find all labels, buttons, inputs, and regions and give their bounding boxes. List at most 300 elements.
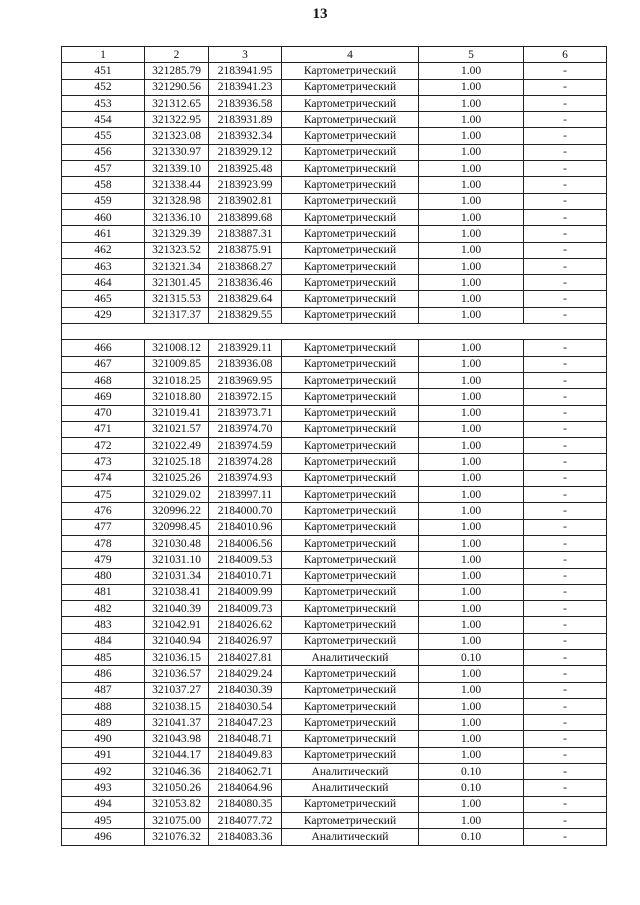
table-cell: Картометрический — [282, 633, 419, 649]
table-cell: 321321.34 — [145, 258, 209, 274]
table-cell: - — [524, 95, 607, 111]
table-cell: 472 — [62, 438, 145, 454]
table-cell: 1.00 — [419, 356, 524, 372]
table-cell: 429 — [62, 307, 145, 323]
table-cell: 1.00 — [419, 698, 524, 714]
table-cell: 456 — [62, 144, 145, 160]
table-cell: 321053.82 — [145, 796, 209, 812]
table-cell: 2184083.36 — [209, 829, 282, 845]
table-cell: 321328.98 — [145, 193, 209, 209]
table-cell: 321315.53 — [145, 291, 209, 307]
table-cell: 321040.39 — [145, 601, 209, 617]
table-cell: 1.00 — [419, 519, 524, 535]
table-cell: 458 — [62, 177, 145, 193]
table-cell: 1.00 — [419, 812, 524, 828]
table-cell: 2183931.89 — [209, 112, 282, 128]
table-cell: 3 — [209, 47, 282, 63]
table-cell: 321043.98 — [145, 731, 209, 747]
table-row — [62, 95, 607, 111]
table-cell: Картометрический — [282, 617, 419, 633]
table-cell: - — [524, 63, 607, 79]
table-cell: 1.00 — [419, 95, 524, 111]
table-cell: 487 — [62, 682, 145, 698]
table-row — [62, 731, 607, 747]
separator-cell — [62, 324, 607, 340]
table-cell: - — [524, 666, 607, 682]
table-cell: 454 — [62, 112, 145, 128]
table-cell: Картометрический — [282, 796, 419, 812]
table-cell: 461 — [62, 226, 145, 242]
table-row — [62, 389, 607, 405]
table-row — [62, 372, 607, 388]
table-cell: 321076.32 — [145, 829, 209, 845]
table-cell: 321040.94 — [145, 633, 209, 649]
table-cell: 2184030.54 — [209, 698, 282, 714]
table-row — [62, 812, 607, 828]
table-cell: 467 — [62, 356, 145, 372]
table-row — [62, 535, 607, 551]
table-cell: 1.00 — [419, 535, 524, 551]
table-row — [62, 487, 607, 503]
table-cell: 2183974.28 — [209, 454, 282, 470]
table-cell: 2184064.96 — [209, 780, 282, 796]
table-cell: 0.10 — [419, 780, 524, 796]
table-cell: Картометрический — [282, 519, 419, 535]
table-cell: 1.00 — [419, 63, 524, 79]
table-cell: 321323.08 — [145, 128, 209, 144]
table-cell: Картометрический — [282, 666, 419, 682]
table-cell: 488 — [62, 698, 145, 714]
table-row — [62, 193, 607, 209]
table-cell: 1.00 — [419, 487, 524, 503]
table-cell: 478 — [62, 535, 145, 551]
table-cell: 1 — [62, 47, 145, 63]
table-cell: 4 — [282, 47, 419, 63]
table-cell: 2184006.56 — [209, 535, 282, 551]
table-cell: - — [524, 633, 607, 649]
table-row — [62, 226, 607, 242]
table-row — [62, 177, 607, 193]
table-cell: 321008.12 — [145, 340, 209, 356]
table-cell: 463 — [62, 258, 145, 274]
table-row — [62, 519, 607, 535]
table-row — [62, 470, 607, 486]
table-row — [62, 438, 607, 454]
table-row — [62, 552, 607, 568]
table-cell: 1.00 — [419, 438, 524, 454]
table-cell: 321019.41 — [145, 405, 209, 421]
table-row — [62, 747, 607, 763]
table-cell: 1.00 — [419, 617, 524, 633]
table-cell: 1.00 — [419, 128, 524, 144]
table-row — [62, 503, 607, 519]
table-cell: Картометрический — [282, 63, 419, 79]
table-cell: 1.00 — [419, 584, 524, 600]
table-cell: 1.00 — [419, 568, 524, 584]
table-cell: - — [524, 812, 607, 828]
table-cell: 2184026.62 — [209, 617, 282, 633]
table-cell: - — [524, 503, 607, 519]
table-cell: 2183836.46 — [209, 275, 282, 291]
table-cell: 321036.15 — [145, 649, 209, 665]
table-cell: 1.00 — [419, 682, 524, 698]
table-cell: Картометрический — [282, 747, 419, 763]
table-cell: 321336.10 — [145, 209, 209, 225]
table-cell: Картометрический — [282, 421, 419, 437]
table-cell: 2183829.55 — [209, 307, 282, 323]
table-cell: Картометрический — [282, 682, 419, 698]
table-cell: - — [524, 470, 607, 486]
table-cell: 468 — [62, 372, 145, 388]
table-cell: Аналитический — [282, 649, 419, 665]
table-cell: 2184048.71 — [209, 731, 282, 747]
table-cell: Картометрический — [282, 161, 419, 177]
table-cell: 484 — [62, 633, 145, 649]
table-cell: 1.00 — [419, 503, 524, 519]
table-cell: - — [524, 193, 607, 209]
table-cell: 2183969.95 — [209, 372, 282, 388]
table-cell: 494 — [62, 796, 145, 812]
table-cell: - — [524, 242, 607, 258]
table-cell: 466 — [62, 340, 145, 356]
table-cell: 452 — [62, 79, 145, 95]
table-cell: Картометрический — [282, 79, 419, 95]
table-cell: Картометрический — [282, 128, 419, 144]
table-cell: - — [524, 128, 607, 144]
table-cell: 2183929.11 — [209, 340, 282, 356]
table-cell: 321018.25 — [145, 372, 209, 388]
table-cell: 1.00 — [419, 405, 524, 421]
table-cell: Картометрический — [282, 470, 419, 486]
table-cell: 321339.10 — [145, 161, 209, 177]
table-row — [62, 79, 607, 95]
table-row — [62, 340, 607, 356]
table-cell: 1.00 — [419, 796, 524, 812]
table-cell: 460 — [62, 209, 145, 225]
table-row — [62, 698, 607, 714]
table-cell: 2183923.99 — [209, 177, 282, 193]
table-cell: 1.00 — [419, 666, 524, 682]
table-row — [62, 112, 607, 128]
table-cell: 5 — [419, 47, 524, 63]
table-cell: Картометрический — [282, 584, 419, 600]
table-cell: Аналитический — [282, 780, 419, 796]
table-cell: 1.00 — [419, 372, 524, 388]
table-cell: Картометрический — [282, 291, 419, 307]
table-cell: - — [524, 519, 607, 535]
table-cell: 496 — [62, 829, 145, 845]
table-cell: 321044.17 — [145, 747, 209, 763]
table-cell: - — [524, 698, 607, 714]
table-header-row — [62, 47, 607, 63]
table-cell: - — [524, 356, 607, 372]
table-cell: - — [524, 829, 607, 845]
table-cell: 321312.65 — [145, 95, 209, 111]
table-row — [62, 144, 607, 160]
table-cell: Картометрический — [282, 209, 419, 225]
table-row — [62, 275, 607, 291]
table-cell: 321031.34 — [145, 568, 209, 584]
table-cell: 1.00 — [419, 242, 524, 258]
table-cell: 321018.80 — [145, 389, 209, 405]
table-cell: - — [524, 389, 607, 405]
table-cell: - — [524, 568, 607, 584]
table-cell: Картометрический — [282, 405, 419, 421]
table-cell: 1.00 — [419, 226, 524, 242]
table-cell: 479 — [62, 552, 145, 568]
table-cell: 489 — [62, 715, 145, 731]
table-cell: 2184047.23 — [209, 715, 282, 731]
table-cell: 321031.10 — [145, 552, 209, 568]
table-cell: Картометрический — [282, 356, 419, 372]
table-cell: Картометрический — [282, 568, 419, 584]
table-cell: Картометрический — [282, 372, 419, 388]
table-cell: 1.00 — [419, 715, 524, 731]
table-cell: Картометрический — [282, 698, 419, 714]
table-cell: 493 — [62, 780, 145, 796]
table-row — [62, 291, 607, 307]
table-cell: 6 — [524, 47, 607, 63]
table-cell: 321021.57 — [145, 421, 209, 437]
table-cell: 2183974.70 — [209, 421, 282, 437]
table-cell: 2184049.83 — [209, 747, 282, 763]
table-cell: 2183875.91 — [209, 242, 282, 258]
table-cell: 491 — [62, 747, 145, 763]
table-cell: - — [524, 340, 607, 356]
table-cell: 2183868.27 — [209, 258, 282, 274]
table-cell: - — [524, 454, 607, 470]
table-cell: 2183941.23 — [209, 79, 282, 95]
table-cell: - — [524, 405, 607, 421]
table-cell: 2183829.64 — [209, 291, 282, 307]
table-cell: 2183932.34 — [209, 128, 282, 144]
table-cell: Картометрический — [282, 144, 419, 160]
table-cell: 2184010.71 — [209, 568, 282, 584]
table-cell: Картометрический — [282, 112, 419, 128]
table-cell: Картометрический — [282, 715, 419, 731]
table-cell: Картометрический — [282, 340, 419, 356]
table-cell: 1.00 — [419, 258, 524, 274]
table-cell: 321329.39 — [145, 226, 209, 242]
table-cell: 464 — [62, 275, 145, 291]
table-cell: 495 — [62, 812, 145, 828]
table-row — [62, 682, 607, 698]
table-cell: 321338.44 — [145, 177, 209, 193]
table-row — [62, 161, 607, 177]
table-row — [62, 454, 607, 470]
table-cell: 480 — [62, 568, 145, 584]
table-cell: 321029.02 — [145, 487, 209, 503]
table-cell: 457 — [62, 161, 145, 177]
table-row — [62, 356, 607, 372]
table-cell: 486 — [62, 666, 145, 682]
table-cell: 481 — [62, 584, 145, 600]
table-cell: 2184062.71 — [209, 764, 282, 780]
table-cell: 0.10 — [419, 829, 524, 845]
table-cell: 2184009.53 — [209, 552, 282, 568]
table-cell: Картометрический — [282, 307, 419, 323]
table-cell: 453 — [62, 95, 145, 111]
table-cell: 0.10 — [419, 649, 524, 665]
table-cell: 1.00 — [419, 112, 524, 128]
table-cell: 1.00 — [419, 161, 524, 177]
table-cell: 485 — [62, 649, 145, 665]
table-cell: 1.00 — [419, 193, 524, 209]
table-cell: Картометрический — [282, 275, 419, 291]
table-cell: - — [524, 258, 607, 274]
table-cell: 492 — [62, 764, 145, 780]
table-cell: Картометрический — [282, 177, 419, 193]
table-cell: 321046.36 — [145, 764, 209, 780]
table-cell: Картометрический — [282, 226, 419, 242]
table-row — [62, 796, 607, 812]
table-cell: 2184077.72 — [209, 812, 282, 828]
table-cell: 321037.27 — [145, 682, 209, 698]
table-cell: 321025.18 — [145, 454, 209, 470]
table-cell: Картометрический — [282, 503, 419, 519]
table-cell: 1.00 — [419, 291, 524, 307]
table-cell: 475 — [62, 487, 145, 503]
table-cell: 1.00 — [419, 601, 524, 617]
table-cell: - — [524, 291, 607, 307]
table-cell: 2183936.58 — [209, 95, 282, 111]
table-cell: - — [524, 112, 607, 128]
table-cell: 2184027.81 — [209, 649, 282, 665]
table-row — [62, 209, 607, 225]
table-cell: 1.00 — [419, 731, 524, 747]
table-cell: - — [524, 601, 607, 617]
table-cell: 474 — [62, 470, 145, 486]
table-cell: 321323.52 — [145, 242, 209, 258]
table-cell: - — [524, 715, 607, 731]
table-cell: 1.00 — [419, 209, 524, 225]
table-cell: 321036.57 — [145, 666, 209, 682]
table-cell: 2184010.96 — [209, 519, 282, 535]
table-cell: 0.10 — [419, 764, 524, 780]
table-cell: 1.00 — [419, 177, 524, 193]
table-cell: 2184029.24 — [209, 666, 282, 682]
table-cell: - — [524, 731, 607, 747]
table-cell: 1.00 — [419, 340, 524, 356]
table-cell: - — [524, 649, 607, 665]
table-row — [62, 128, 607, 144]
table-cell: 321030.48 — [145, 535, 209, 551]
table-cell: 2183936.08 — [209, 356, 282, 372]
table-row — [62, 405, 607, 421]
table-cell: 1.00 — [419, 307, 524, 323]
table-row — [62, 780, 607, 796]
table-cell: - — [524, 487, 607, 503]
table-cell: 1.00 — [419, 144, 524, 160]
table-cell: - — [524, 275, 607, 291]
table-cell: Картометрический — [282, 258, 419, 274]
table-cell: - — [524, 226, 607, 242]
table-row — [62, 307, 607, 323]
table-cell: 321022.49 — [145, 438, 209, 454]
table-cell: - — [524, 372, 607, 388]
table-cell: - — [524, 161, 607, 177]
table-row — [62, 764, 607, 780]
table-cell: 321041.37 — [145, 715, 209, 731]
table-cell: 2184009.99 — [209, 584, 282, 600]
table-cell: 473 — [62, 454, 145, 470]
table-cell: 2183925.48 — [209, 161, 282, 177]
table-row — [62, 63, 607, 79]
table-cell: 321317.37 — [145, 307, 209, 323]
table-cell: 477 — [62, 519, 145, 535]
table-cell: - — [524, 584, 607, 600]
table-cell: 321025.26 — [145, 470, 209, 486]
table-cell: 321075.00 — [145, 812, 209, 828]
table-cell: 2183941.95 — [209, 63, 282, 79]
table-cell: 459 — [62, 193, 145, 209]
table-cell: 476 — [62, 503, 145, 519]
table-cell: Картометрический — [282, 454, 419, 470]
table-cell: 2183902.81 — [209, 193, 282, 209]
table-cell: 321330.97 — [145, 144, 209, 160]
table-row — [62, 633, 607, 649]
table-cell: - — [524, 535, 607, 551]
table-cell: Картометрический — [282, 193, 419, 209]
table-cell: 2183973.71 — [209, 405, 282, 421]
table-cell: - — [524, 421, 607, 437]
table-cell: 321038.15 — [145, 698, 209, 714]
table-cell: 482 — [62, 601, 145, 617]
table-cell: 320996.22 — [145, 503, 209, 519]
table-cell: 1.00 — [419, 421, 524, 437]
table-cell: 321290.56 — [145, 79, 209, 95]
table-cell: 2184026.97 — [209, 633, 282, 649]
table-cell: Картометрический — [282, 812, 419, 828]
table-cell: Картометрический — [282, 601, 419, 617]
table-cell: 321050.26 — [145, 780, 209, 796]
table-cell: - — [524, 307, 607, 323]
table-cell: - — [524, 209, 607, 225]
table-cell: 2184000.70 — [209, 503, 282, 519]
table-cell: - — [524, 552, 607, 568]
table-cell: 2183974.59 — [209, 438, 282, 454]
table-cell: 2184009.73 — [209, 601, 282, 617]
table-cell: - — [524, 764, 607, 780]
table-row — [62, 242, 607, 258]
table-cell: 490 — [62, 731, 145, 747]
table-cell: - — [524, 682, 607, 698]
table-cell: 321322.95 — [145, 112, 209, 128]
table-cell: 1.00 — [419, 552, 524, 568]
table-cell: 321009.85 — [145, 356, 209, 372]
table-cell: 1.00 — [419, 275, 524, 291]
table-cell: 2 — [145, 47, 209, 63]
page-number: 13 — [312, 6, 328, 22]
table-cell: 470 — [62, 405, 145, 421]
table-cell: 2183899.68 — [209, 209, 282, 225]
table-cell: Картометрический — [282, 242, 419, 258]
group-separator-row — [62, 324, 607, 340]
table-cell: 2183887.31 — [209, 226, 282, 242]
table-row — [62, 601, 607, 617]
table-cell: 1.00 — [419, 454, 524, 470]
table-cell: 465 — [62, 291, 145, 307]
table-cell: 321285.79 — [145, 63, 209, 79]
table-cell: 1.00 — [419, 389, 524, 405]
table-row — [62, 258, 607, 274]
table-row — [62, 649, 607, 665]
table-cell: 483 — [62, 617, 145, 633]
table-cell: 2183997.11 — [209, 487, 282, 503]
table-cell: Картометрический — [282, 438, 419, 454]
table-cell: - — [524, 747, 607, 763]
table-cell: 2184030.39 — [209, 682, 282, 698]
